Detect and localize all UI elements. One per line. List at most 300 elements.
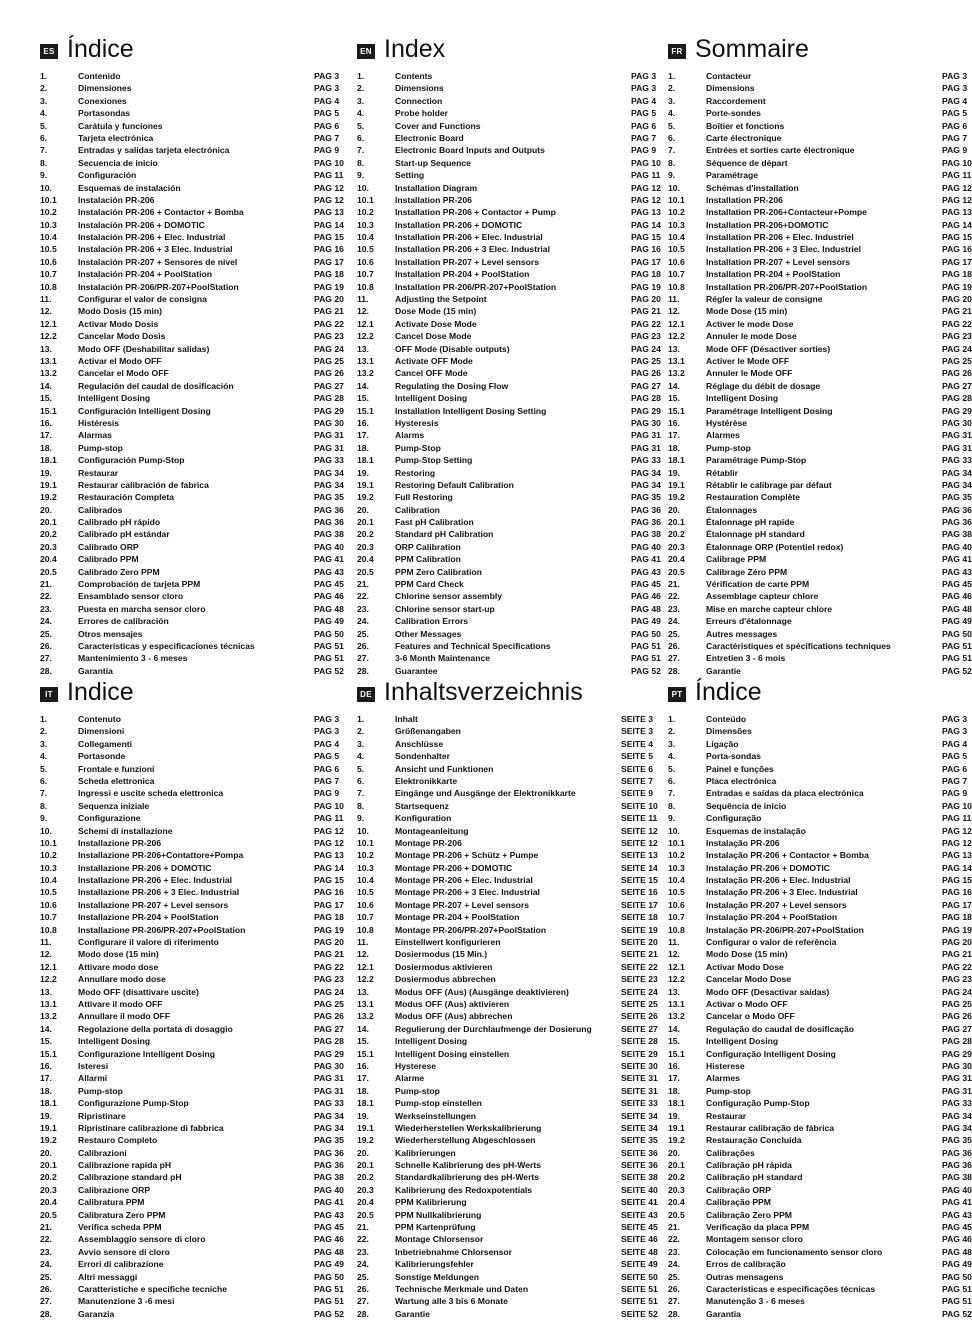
entry-number: 1. [357,714,365,724]
entry-number: 28. [668,1308,680,1319]
entry-number: 14. [40,380,52,391]
entry-number: 13. [668,343,680,354]
entry-title: Activar el Modo OFF [78,355,162,366]
toc-entry [40,1283,344,1295]
toc-entry [668,973,972,985]
entry-title: Alarmes [706,430,740,441]
entry-page: PAG 11 [314,170,344,181]
entry-title: Garantie [395,1308,430,1319]
entry-number: 10.1 [40,194,57,205]
entry-title: Installation PR-207 + Level sensors [706,256,851,267]
entry-number: 12.1 [40,961,57,972]
entry-title: Pump-stop [78,1085,123,1096]
entry-title: Portasonde [78,751,126,762]
entry-number: 26. [668,640,680,651]
entry-number: 18. [40,1085,52,1096]
entry-title: PPM Zero Calibration [395,566,482,577]
toc-entry [357,862,657,874]
toc-entry [357,380,661,392]
toc-entry [40,886,344,898]
entry-title: Calibrado pH estándar [78,529,170,540]
entry-title: Installation PR-206 + Elec. Industrial [395,232,543,243]
entry-number: 14. [668,1023,680,1034]
toc-entry [40,504,344,516]
toc-entry [668,1221,972,1233]
language-badge: ES [40,44,58,59]
entry-title: Rétablir le calibrage par défaut [706,479,832,490]
entry-title: Montage Chlorsensor [395,1234,484,1245]
entry-number: 15.1 [668,405,685,416]
entry-title: Verifica scheda PPM [78,1222,162,1233]
toc-entry [40,1147,344,1159]
entry-page: PAG 12 [314,837,344,848]
entry-number: 8. [357,800,365,811]
entry-page: PAG 51 [942,1296,972,1307]
toc-entry [668,107,968,119]
entry-page: PAG 25 [314,998,344,1009]
entry-title: Contenuto [78,714,121,724]
entry-number: 4. [357,108,365,119]
section-header [668,678,968,713]
toc-entry [40,442,344,454]
entry-page: PAG 10 [314,157,344,168]
entry-number: 7. [40,145,48,156]
toc-entry [668,429,972,441]
entry-title: Montage PR-206/PR-207+PoolStation [395,924,547,935]
toc-entry [357,1159,657,1171]
entry-number: 3. [668,738,676,749]
entry-page: PAG 22 [314,318,344,329]
entry-page: PAG 30 [314,417,344,428]
entry-title: Hysterese [395,1060,437,1071]
entry-page: PAG 27 [314,380,344,391]
entry-page: PAG 48 [942,1246,972,1257]
entry-number: 18. [40,442,52,453]
entry-page: PAG 43 [314,1209,344,1220]
entry-page: SEITE 38 [621,1172,658,1183]
entry-title: Annullare il modo OFF [78,1011,171,1022]
entry-page: SEITE 6 [621,763,653,774]
toc-entry [668,219,972,231]
entry-number: 15.1 [668,1048,685,1059]
entry-page: PAG 50 [942,1271,972,1282]
toc-entry [40,578,344,590]
entry-number: 18. [668,442,680,453]
entry-number: 12.1 [668,318,685,329]
entry-title: Configurazione Intelligent Dosing [78,1048,216,1059]
entry-number: 25. [668,628,680,639]
entry-title: Alarmas [78,430,112,441]
toc-entry [357,775,657,787]
entry-title: Activer le Mode OFF [706,355,790,366]
entry-page: PAG 18 [314,269,344,280]
entry-page: PAG 29 [942,1048,972,1059]
entry-number: 15. [357,393,369,404]
entry-page: PAG 31 [942,442,972,453]
entry-number: 9. [40,813,48,824]
entry-title: OFF Mode (Disable outputs) [395,343,510,354]
entry-page: SEITE 5 [621,751,653,762]
toc-entry [357,454,661,466]
entry-title: Calibrados [78,504,123,515]
entry-number: 25. [357,628,369,639]
toc-entry [357,652,661,664]
entry-title: Altri messaggi [78,1271,138,1282]
entry-title: Carte électronique [706,132,782,143]
entry-page: PAG 52 [314,665,344,676]
entry-page: PAG 11 [942,170,972,181]
toc-entry [40,1221,344,1233]
entry-title: Intelligent Dosing [78,1036,151,1047]
toc-entry [357,787,657,799]
entry-number: 20.5 [668,566,685,577]
entry-title: Schémas d'installation [706,182,799,193]
entry-page: PAG 31 [314,1085,344,1096]
entry-page: PAG 43 [631,566,661,577]
toc-entry [668,750,968,762]
entry-number: 13.2 [668,1011,685,1022]
entry-title: Calibração PPM [706,1197,771,1208]
toc-entry [357,1010,657,1022]
entry-page: PAG 24 [314,986,344,997]
entry-page: PAG 40 [942,1184,972,1195]
toc-entry [40,825,344,837]
toc-entry [357,107,657,119]
entry-page: PAG 28 [314,393,344,404]
entry-number: 28. [40,665,52,676]
toc-entry [357,874,657,886]
entry-number: 20.4 [668,554,685,565]
toc-entry [668,1171,972,1183]
toc-entry [40,541,344,553]
toc-entry [40,293,344,305]
entry-page: PAG 38 [314,529,344,540]
entry-page: PAG 19 [942,281,972,292]
entry-title: PPM Nullkalibrierung [395,1209,482,1220]
toc-entry [40,417,344,429]
entry-number: 19.1 [668,479,685,490]
entry-number: 20.2 [668,529,685,540]
entry-title: Errores de calibración [78,616,169,627]
entry-number: 23. [40,1246,52,1257]
toc-entry [357,603,661,615]
entry-page: PAG 5 [631,108,657,119]
toc-entry [40,491,344,503]
entry-title: Conexiones [78,95,127,106]
entry-title: Esquemas de instalação [706,825,806,836]
entry-title: Montage PR-207 + Level sensors [395,899,529,910]
entry-page: PAG 36 [942,1160,972,1171]
entry-title: Hystérèse [706,417,748,428]
entry-number: 10.7 [357,912,374,923]
toc-entry [357,95,657,107]
toc-entry [357,948,657,960]
entry-title: Regulierung der Durchlaufmenge der Dosierung [395,1023,592,1034]
toc-entry [668,1134,972,1146]
toc-entry [40,961,344,973]
entry-number: 13.1 [668,355,685,366]
entry-number: 20. [668,1147,680,1158]
entry-number: 19. [40,467,52,478]
entry-page: PAG 12 [314,194,344,205]
entry-title: Cancelar Modo Dose [706,974,792,985]
entry-page: PAG 22 [942,961,972,972]
entry-title: Calibration Errors [395,616,469,627]
entry-number: 20.1 [668,1160,685,1171]
toc-entry [668,1233,972,1245]
entry-title: Assemblage capteur chlore [706,591,819,602]
toc-entry [40,120,340,132]
entry-title: Portasondas [78,108,131,119]
toc-entry [668,70,968,82]
entry-title: Mode Dose (15 min) [706,306,788,317]
toc-entry [357,1048,657,1060]
toc-entry [40,219,344,231]
entry-title: Instalação PR-204 + PoolStation [706,912,838,923]
entry-title: Regulating the Dosing Flow [395,380,509,391]
entry-number: 1. [357,71,365,81]
entry-page: PAG 23 [314,331,344,342]
entry-page: PAG 46 [942,591,972,602]
entry-page: PAG 20 [314,937,344,948]
entry-page: PAG 36 [314,1160,344,1171]
entry-title: Placa electrónica [706,775,777,786]
entry-page: PAG 52 [942,665,972,676]
entry-number: 16. [357,1060,369,1071]
entry-page: SEITE 51 [621,1283,658,1294]
entry-page: PAG 38 [631,529,661,540]
section-title: Índice [67,35,134,63]
entry-number: 13. [40,343,52,354]
entry-title: Garantia [706,1308,741,1319]
toc-entry [357,713,657,725]
entry-title: Intelligent Dosing [706,1036,779,1047]
toc-entry [357,70,657,82]
toc-entry [40,392,344,404]
entry-number: 20.2 [40,1172,57,1183]
toc-entry [357,1221,657,1233]
toc-entry [357,1271,657,1283]
toc-entry [668,491,972,503]
entry-number: 4. [668,108,676,119]
entry-page: PAG 16 [314,244,344,255]
entry-number: 10.5 [668,244,685,255]
entry-number: 15.1 [40,405,57,416]
toc-entry [357,986,657,998]
toc-entry [668,516,972,528]
entry-page: PAG 33 [314,1098,344,1109]
entry-title: Mantenimiento 3 - 6 meses [78,653,188,664]
entry-page: PAG 5 [314,751,340,762]
toc-entry [357,1147,657,1159]
entry-number: 2. [357,726,365,737]
entry-page: PAG 31 [631,442,661,453]
entry-number: 20.3 [668,1184,685,1195]
entry-title: Alarme [395,1073,425,1084]
entry-page: PAG 34 [631,467,661,478]
entry-title: Calibrado ORP [78,541,139,552]
entry-number: 6. [668,132,676,143]
entry-page: PAG 27 [314,1023,344,1034]
entry-number: 13.2 [668,368,685,379]
toc-entry [357,330,661,342]
entry-number: 20. [40,504,52,515]
entry-page: PAG 50 [631,628,661,639]
toc-entry [40,763,340,775]
entry-title: Start-up Sequence [395,157,471,168]
entry-title: Sonstige Meldungen [395,1271,480,1282]
toc-entry [357,998,657,1010]
entry-page: SEITE 25 [621,998,658,1009]
entry-title: Configuración [78,170,137,181]
entry-number: 28. [357,665,369,676]
entry-number: 13. [668,986,680,997]
entry-title: Modo OFF (Deshabilitar salidas) [78,343,210,354]
entry-title: Scheda elettronica [78,775,155,786]
toc-entry [668,157,972,169]
entry-page: PAG 17 [942,256,972,267]
entry-number: 10.8 [40,281,57,292]
toc-entry [40,1271,344,1283]
toc-entry [40,70,340,82]
entry-number: 13. [357,986,369,997]
toc-entry [668,367,972,379]
toc-entry [668,812,972,824]
entry-page: PAG 20 [631,294,661,305]
entry-title: Calibrações [706,1147,755,1158]
entry-number: 24. [357,1259,369,1270]
entry-number: 20. [357,1147,369,1158]
section-header [668,35,968,70]
toc-entry [668,330,972,342]
entry-title: Installation PR-207 + Level sensors [395,256,540,267]
entry-page: PAG 7 [314,132,340,143]
toc-entry [40,107,340,119]
entry-page: SEITE 49 [621,1259,658,1270]
entry-page: SEITE 41 [621,1197,658,1208]
entry-title: ORP Calibration [395,541,461,552]
entry-number: 20.4 [40,554,57,565]
entry-number: 11. [357,294,369,305]
entry-number: 19. [668,467,680,478]
entry-number: 13.1 [40,355,57,366]
entry-page: PAG 5 [942,751,968,762]
entry-title: Paramétrage [706,170,759,181]
toc-entry [357,367,661,379]
toc-entry [668,1035,972,1047]
section-header [357,678,657,713]
entry-title: Étalonnage pH standard [706,529,805,540]
entry-title: Cover and Functions [395,120,481,131]
entry-page: PAG 45 [942,579,972,590]
toc-entry [668,1085,972,1097]
entry-title: Calibrazioni [78,1147,127,1158]
toc-entry [668,986,972,998]
entry-number: 1. [668,714,676,724]
entry-number: 12.2 [40,331,57,342]
entry-page: SEITE 10 [621,800,658,811]
entry-title: Calibrado PPM [78,554,139,565]
entry-title: Installazione PR-206/PR-207+PoolStation [78,924,246,935]
entry-title: Configuração Pump-Stop [706,1098,810,1109]
entry-page: PAG 38 [942,1172,972,1183]
entry-title: 3-6 Month Maintenance [395,653,491,664]
toc-entry [40,1097,344,1109]
toc-entry [357,1209,657,1221]
entry-title: Contents [395,71,433,81]
entry-title: Werkseinstellungen [395,1110,477,1121]
entry-number: 10.2 [357,207,374,218]
toc-entry [668,911,972,923]
toc-entry [357,417,661,429]
entry-number: 10.8 [668,924,685,935]
toc-entry [357,318,661,330]
entry-number: 10.4 [668,875,685,886]
entry-page: SEITE 13 [621,850,658,861]
toc-entry [40,640,344,652]
toc-entry [357,812,657,824]
entry-title: Entradas e saídas da placa electrónica [706,788,864,799]
entry-title: Características y especificaciones técnicas [78,640,255,651]
entry-page: PAG 14 [942,219,972,230]
entry-title: Fast pH Calibration [395,517,474,528]
entry-title: Restauro Completo [78,1135,158,1146]
entry-number: 10.6 [668,899,685,910]
section-header [40,35,340,70]
entry-page: SEITE 31 [621,1073,658,1084]
toc-entry [668,120,968,132]
entry-title: Kalibrierung des Redoxpotentials [395,1184,533,1195]
entry-number: 24. [40,616,52,627]
entry-title: Montageanleitung [395,825,469,836]
entry-page: PAG 12 [942,194,972,205]
toc-entry [40,330,344,342]
entry-title: Ripristinare [78,1110,126,1121]
toc-entry [40,1308,344,1320]
entry-title: Instalação PR-206 + 3 Elec. Industrial [706,887,858,898]
toc-entry [40,144,340,156]
entry-page: PAG 6 [942,120,968,131]
entry-page: PAG 49 [631,616,661,627]
entry-page: PAG 48 [942,603,972,614]
toc-entry [668,256,972,268]
entry-page: PAG 26 [942,1011,972,1022]
toc-entry [40,1196,344,1208]
section-title: Índice [695,678,762,706]
section-title: Sommaire [695,35,809,63]
entry-number: 19.1 [40,1122,57,1133]
entry-number: 10.2 [40,850,57,861]
entry-title: Modo Dose (15 min) [706,949,788,960]
entry-title: Caractéristiques et spécifications techniques [706,640,891,651]
entry-title: Montage PR-206 + DOMOTIC [395,862,513,873]
entry-page: SEITE 11 [621,813,658,824]
entry-page: SEITE 12 [621,837,658,848]
entry-number: 6. [40,132,48,143]
entry-title: Instalación PR-207 + Sensores de nivel [78,256,238,267]
entry-number: 10.3 [668,862,685,873]
toc-entry [668,578,972,590]
toc-entry [357,936,657,948]
entry-page: PAG 7 [314,775,340,786]
toc-entry [357,132,657,144]
entry-page: SEITE 52 [621,1308,658,1319]
entry-title: Rétablir [706,467,738,478]
entry-title: Intelligent Dosing einstellen [395,1048,510,1059]
entry-title: Installation PR-206 + 3 Elec. Industrial [395,244,550,255]
entry-page: SEITE 20 [621,937,658,948]
entry-number: 19.2 [357,492,374,503]
